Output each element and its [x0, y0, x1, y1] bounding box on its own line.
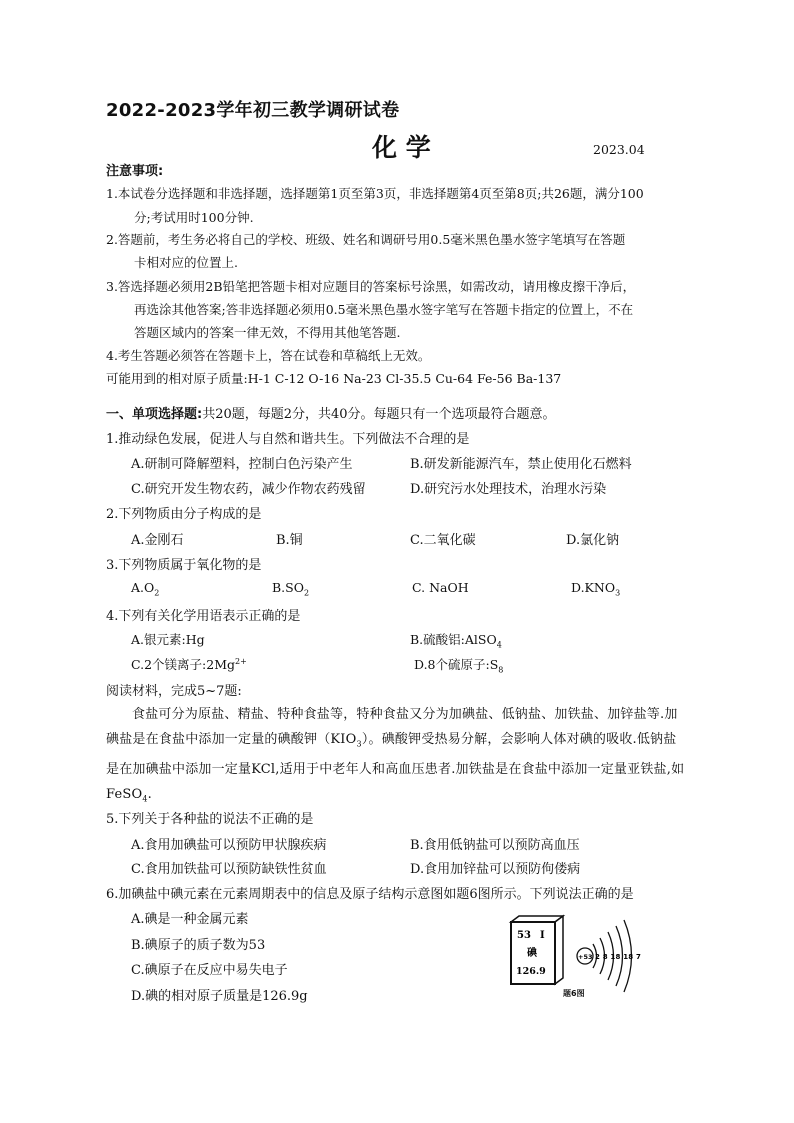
element-name: 碘	[527, 948, 537, 959]
q1-option-c[interactable]: C.研究开发生物农药，减少作物农药残留	[131, 482, 366, 497]
q3-option-d[interactable]: $D.KNO_3$	[571, 580, 621, 598]
notice-heading: 注意事项:	[106, 164, 164, 179]
q6-option-d[interactable]: D.碘的相对原子质量是126.9g	[131, 989, 308, 1004]
atomic-masses: 可能用到的相对原子质量:H-1 C-12 O-16 Na-23 Cl-35.5 Cu-64 Fe-56 Ba-137	[106, 371, 562, 386]
q5-option-c[interactable]: C.食用加铁盐可以预防缺铁性贫血	[131, 862, 327, 877]
question-1-stem: 1.推动绿色发展，促进人与自然和谐共生。下列做法不合理的是	[106, 432, 470, 447]
q3-option-c[interactable]: C. NaOH	[412, 580, 469, 595]
exam-title: 2022-2023学年初三教学调研试卷	[106, 100, 400, 121]
element-number: 53	[517, 930, 531, 941]
section-heading	[106, 403, 556, 422]
question-4-stem: 4.下列有关化学用语表示正确的是	[106, 609, 301, 624]
q2-option-a[interactable]: A.金刚石	[131, 533, 184, 548]
q2-option-b[interactable]: B.铜	[276, 533, 303, 548]
q3-option-a[interactable]: $A.O_2$	[131, 580, 160, 598]
notice-item-1-cont: 分;考试用时100分钟.	[134, 210, 254, 225]
notice-item-4: 4.考生答题必须答在答题卡上，答在试卷和草稿纸上无效。	[106, 348, 431, 363]
q1-option-a[interactable]: A.研制可降解塑料，控制白色污染产生	[131, 457, 353, 472]
q1-option-b[interactable]: B.研发新能源汽车，禁止使用化石燃料	[410, 457, 632, 472]
q5-option-a[interactable]: A.食用加碘盐可以预防甲状腺疾病	[131, 838, 327, 853]
q6-option-b[interactable]: B.碘原子的质子数为53	[131, 938, 266, 953]
question-6-stem: 6.加碘盐中碘元素在元素周期表中的信息及原子结构示意图如题6图所示。下列说法正确的是	[106, 887, 634, 902]
q2-option-d[interactable]: D.氯化钠	[566, 533, 620, 548]
question-2-stem: 2.下列物质由分子构成的是	[106, 507, 262, 522]
question-3-stem: 3.下列物质属于氧化物的是	[106, 558, 262, 573]
q6-option-a[interactable]: A.碘是一种金属元素	[131, 912, 249, 927]
section-desc: 共20题，每题2分，共40分。每题只有一个选项最符合题意。	[202, 407, 556, 422]
notice-item-3-cont: 再选涂其他答案;答非选择题必须用0.5毫米黑色墨水签字笔写在答题卡指定的位置上，不在	[134, 302, 634, 317]
subject-title: 化 学	[372, 133, 431, 162]
nucleus-charge: +53	[578, 953, 593, 961]
q5-option-b[interactable]: B.食用低钠盐可以预防高血压	[410, 838, 580, 853]
figure-caption: 题6图	[563, 989, 585, 998]
q4-option-a[interactable]: A.银元素:Hg	[131, 632, 205, 647]
q5-option-d[interactable]: D.食用加锌盐可以预防佝偻病	[410, 862, 581, 877]
tile-side-edge	[555, 916, 563, 984]
section-title: 一、单项选择题:	[106, 407, 203, 422]
reading-intro: 阅读材料，完成5~7题:	[106, 684, 242, 699]
q4-option-d[interactable]: D.8个硫原子$:S_8$	[414, 657, 504, 675]
q3-option-b[interactable]: $B.SO_2$	[272, 580, 310, 598]
exam-date: 2023.04	[593, 142, 645, 157]
notice-item-3-cont2: 答题区域内的答案一律无效，不得用其他笔答题.	[134, 325, 401, 340]
notice-item-1: 1.本试卷分选择题和非选择题，选择题第1页至第3页，非选择题第4页至第8页;共26题，满分100	[106, 186, 644, 201]
element-symbol: I	[540, 930, 545, 941]
q2-option-c[interactable]: C.二氧化碳	[410, 533, 476, 548]
notice-item-2-cont: 卡相对应的位置上.	[134, 255, 238, 270]
q4-option-b[interactable]: B.硫酸铝:AlSO$_4$	[410, 632, 502, 650]
q4-option-c[interactable]: C.2个镁离子$:2Mg^{2+}$	[131, 656, 247, 672]
q6-option-c[interactable]: C.碘原子在反应中易失电子	[131, 963, 288, 978]
notice-item-3: 3.答选择题必须用2B铅笔把答题卡相对应题目的答案标号涂黑，如需改动，请用橡皮擦干净后，	[106, 279, 636, 294]
reading-passage: 食盐可分为原盐、精盐、特种食盐等，特种食盐又分为加碘盐、低钠盐、加铁盐、加锌盐等.加碘盐是在食盐中添加一定量的碘酸钾$(KIO_3)$。碘酸钾受热易分解，会影响人体对碘的吸收.低钠盐是在加碘盐中添加一定量KCl,适用于中老年人和高血压患者.加铁盐是在食盐中添加一定量亚铁盐,如 FeSO$_4$.	[106, 707, 685, 804]
element-mass: 126.9	[516, 966, 546, 977]
electron-shells: 2 8 18 18 7	[595, 953, 642, 961]
figure-6	[505, 912, 645, 1002]
question-5-stem: 5.下列关于各种盐的说法不正确的是	[106, 812, 314, 827]
q1-option-d[interactable]: D.研究污水处理技术，治理水污染	[410, 482, 607, 497]
notice-item-2: 2.答题前，考生务必将自己的学校、班级、姓名和调研号用0.5毫米黑色墨水签字笔填写在答题	[106, 232, 626, 247]
